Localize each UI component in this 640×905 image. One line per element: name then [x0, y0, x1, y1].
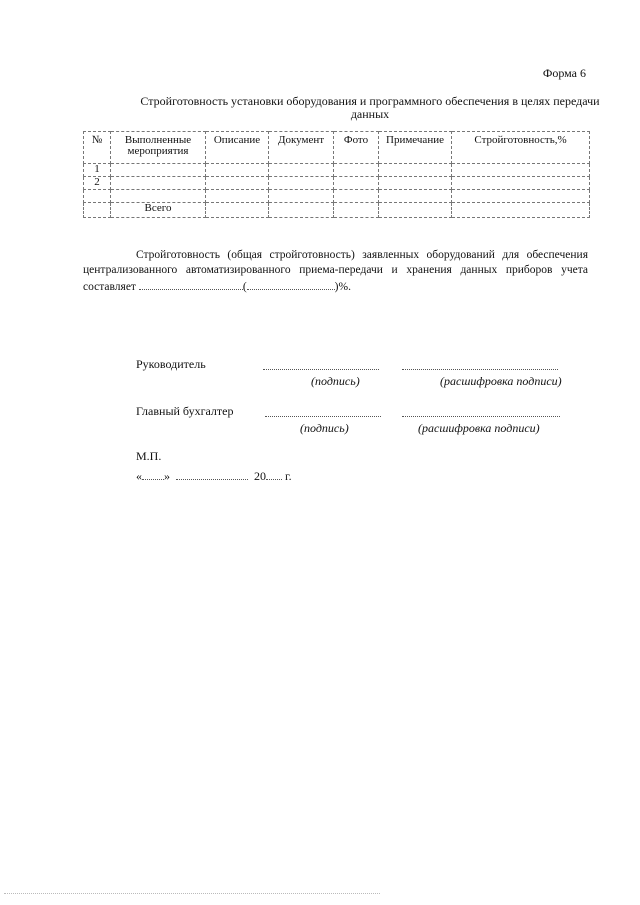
total-label: Всего [111, 203, 206, 218]
table-row [84, 164, 590, 177]
readiness-table [83, 131, 590, 218]
table-cell [452, 190, 590, 203]
table-cell [206, 190, 269, 203]
table-cell [379, 203, 452, 218]
accountant-signature-hint: (подпись) [300, 421, 349, 435]
table-total-row [84, 203, 590, 218]
header-note: Примечание [379, 132, 452, 164]
table-cell [334, 164, 379, 177]
table-cell [111, 190, 206, 203]
table-cell [379, 164, 452, 177]
open-paren: ( [242, 281, 247, 293]
table-row [84, 177, 590, 190]
table-cell [269, 190, 334, 203]
table-cell [84, 203, 111, 218]
table-cell [334, 190, 379, 203]
header-activities: Выполненные мероприятия [111, 132, 206, 164]
header-number: № [84, 132, 111, 164]
head-signature-line[interactable] [263, 369, 379, 370]
table-cell [206, 203, 269, 218]
header-photo: Фото [334, 132, 379, 164]
table-cell [452, 177, 590, 190]
table-cell [206, 164, 269, 177]
table-cell [334, 177, 379, 190]
year-prefix: 20 [254, 469, 266, 483]
open-quote: « [136, 469, 142, 483]
year-blank[interactable] [266, 468, 282, 480]
accountant-signature-line[interactable] [265, 416, 381, 417]
row-number [84, 190, 111, 203]
head-decode-line[interactable] [402, 369, 558, 370]
row-number: 1 [84, 164, 111, 177]
readiness-paragraph [83, 248, 588, 295]
header-readiness-percent: Стройготовность,% [452, 132, 590, 164]
table-cell [379, 190, 452, 203]
header-description: Описание [206, 132, 269, 164]
table-cell [206, 177, 269, 190]
document-title: Стройготовность установки оборудования и программного обеспечения в целях передачи данных [140, 94, 600, 121]
table-cell [379, 177, 452, 190]
readiness-value-blank[interactable] [139, 278, 243, 290]
accountant-decode-hint: (расшифровка подписи) [418, 421, 540, 435]
table-cell [269, 177, 334, 190]
table-cell [111, 164, 206, 177]
header-document: Документ [269, 132, 334, 164]
table-cell [111, 177, 206, 190]
form-number: Форма 6 [542, 66, 586, 80]
table-cell [334, 203, 379, 218]
table-cell [269, 164, 334, 177]
close-quote: » [164, 469, 170, 483]
table-header-row [84, 132, 590, 164]
table-cell [269, 203, 334, 218]
readiness-percent-blank[interactable] [247, 278, 335, 290]
table-cell [452, 164, 590, 177]
stamp-label: М.П. [136, 449, 162, 463]
chief-accountant-label: Главный бухгалтер [136, 404, 234, 418]
month-blank[interactable] [176, 468, 248, 480]
accountant-decode-line[interactable] [402, 416, 560, 417]
table-cell [452, 203, 590, 218]
percent-suffix: )%. [334, 281, 351, 293]
head-decode-hint: (расшифровка подписи) [440, 374, 562, 388]
paragraph-text: Стройготовность (общая стройготовность) заявленных оборудований для обеспечения централизованного автоматизированного приема-передачи и хранения данных приборов учета составляет [83, 249, 588, 293]
date-field [136, 468, 292, 484]
head-signature-hint: (подпись) [311, 374, 360, 388]
year-suffix: г. [285, 469, 292, 483]
day-blank[interactable] [142, 468, 164, 480]
scan-edge-line [4, 893, 380, 894]
table-row [84, 190, 590, 203]
head-label: Руководитель [136, 357, 206, 371]
row-number: 2 [84, 177, 111, 190]
